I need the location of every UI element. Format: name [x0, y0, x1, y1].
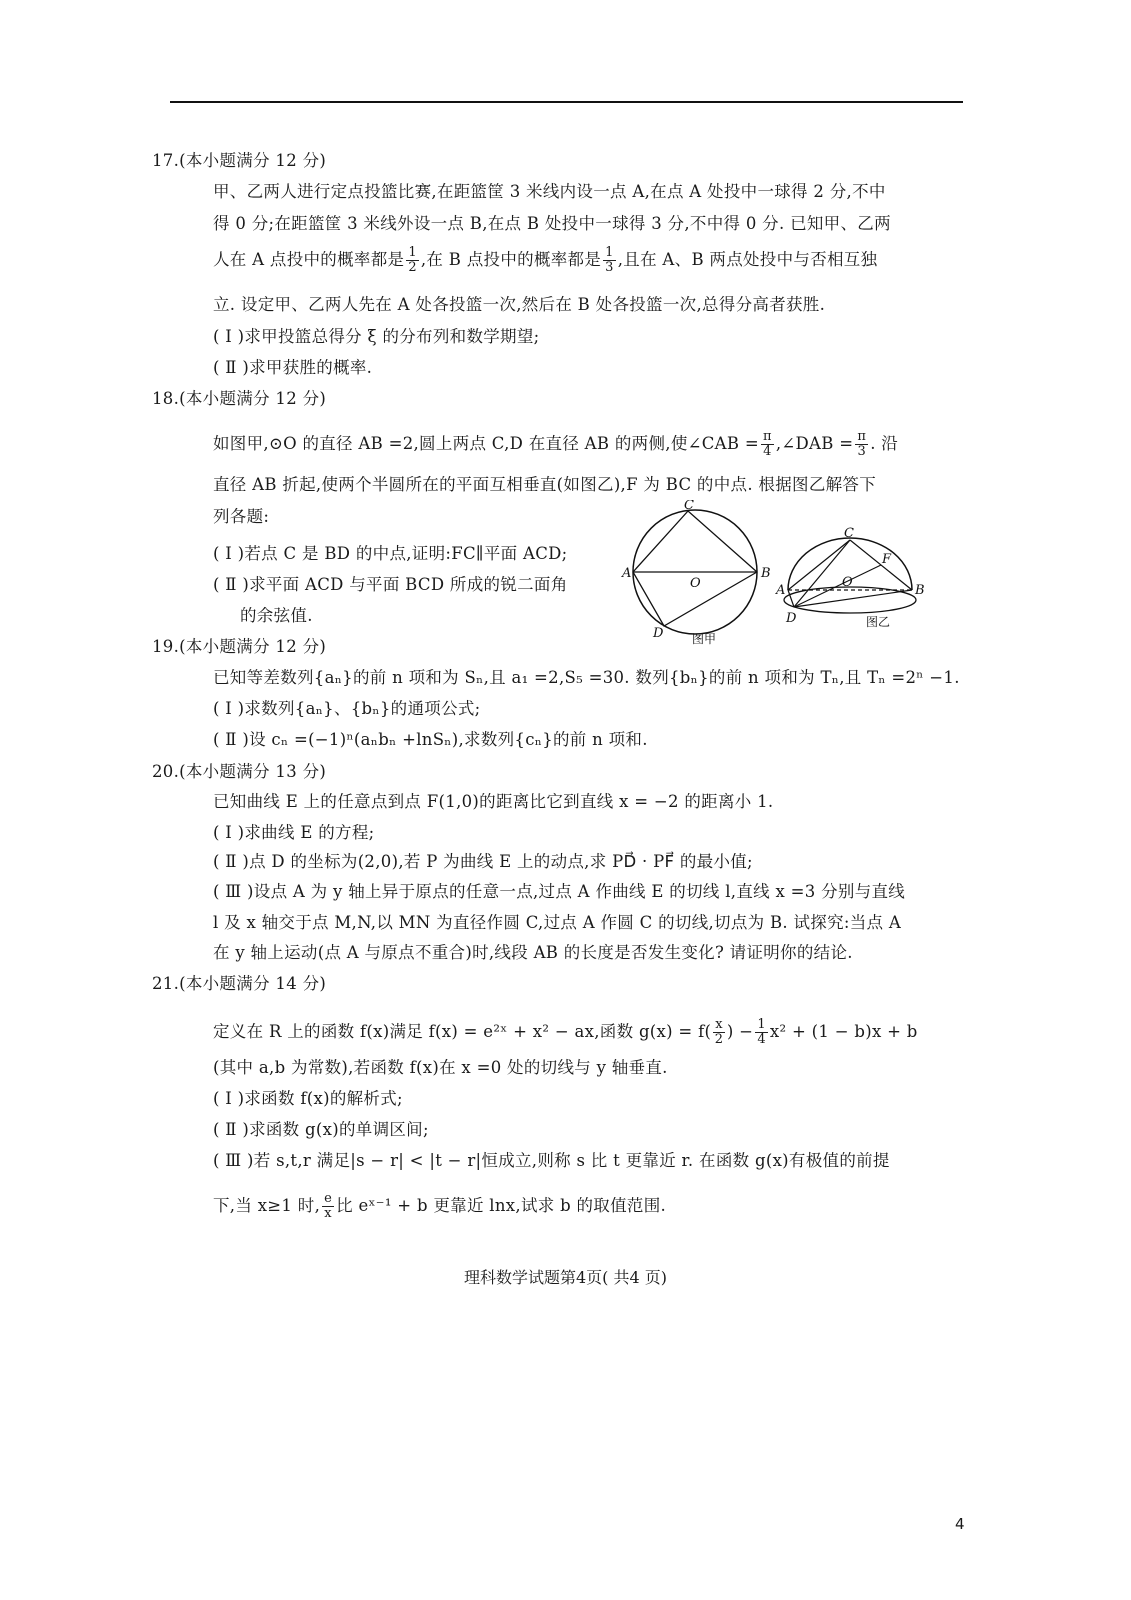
q21-line1: 定义在 R 上的函数 f(x)满足 f(x) = e²ˣ + x² − ax,函数 g(x) = f( $\frac{x}{2}$ ) − $\frac{1}{4}$ x² + (1 − b)x + b: [213, 1017, 918, 1047]
q21-heading: 21.(本小题满分 14 分): [152, 974, 327, 993]
q20-line1: 已知曲线 E 上的任意点到点 F(1,0)的距离比它到直线 x = −2 的距离小 1.: [213, 792, 774, 811]
q17-line4: 立. 设定甲、乙两人先在 A 处各投篮一次,然后在 B 处各投篮一次,总得分高者获胜.: [213, 295, 826, 314]
q17-line1: 甲、乙两人进行定点投篮比赛,在距篮筐 3 米线内设一点 A,在点 A 处投中一球得 2 分,不中: [213, 182, 886, 201]
label-c: C: [684, 500, 694, 513]
fraction-one-third: $\frac{1}{3}$: [605, 245, 614, 275]
fraction-x-two: $\frac{x}{2}$: [714, 1017, 724, 1047]
q19-heading: 19.(本小题满分 12 分): [152, 637, 327, 656]
figure-caption: 图乙: [866, 615, 891, 629]
q21-sub2: ( Ⅱ )求函数 g(x)的单调区间;: [213, 1120, 429, 1139]
q20-sub3-cont2: 在 y 轴上运动(点 A 与原点不重合)时,线段 AB 的长度是否发生变化? 请证明你的结论.: [213, 943, 853, 962]
fraction-pi-four: $\frac{\pi}{4}$: [762, 429, 772, 459]
top-rule: [170, 101, 963, 103]
fraction-one-fourth: $\frac{1}{4}$: [757, 1017, 766, 1047]
lower-semicircle: [784, 587, 916, 613]
figure-jia: [620, 500, 780, 650]
q19-sub1: ( Ⅰ )求数列{aₙ}、{bₙ}的通项公式;: [213, 699, 481, 718]
q20-heading: 20.(本小题满分 13 分): [152, 762, 327, 781]
q17-line2: 得 0 分;在距篮筐 3 米线外设一点 B,在点 B 处投中一球得 3 分,不中得 0 分. 已知甲、乙两: [213, 214, 891, 233]
label-d: D: [786, 611, 797, 626]
label-b: B: [915, 583, 925, 598]
q18-sub2-cont: 的余弦值.: [240, 606, 313, 625]
fraction-one-half: $\frac{1}{2}$: [408, 245, 417, 275]
q21-line2: (其中 a,b 为常数),若函数 f(x)在 x =0 处的切线与 y 轴垂直.: [213, 1058, 668, 1077]
q21-sub3-cont: 下,当 x≥1 时, $\frac{e}{x}$ 比 eˣ⁻¹ + b 更靠近 lnx,试求 b 的取值范围.: [213, 1191, 667, 1221]
label-a: A: [622, 566, 632, 581]
page-number: 4: [955, 1515, 965, 1533]
label-d: D: [653, 626, 664, 641]
q18-sub1: ( Ⅰ )若点 C 是 BD 的中点,证明:FC∥平面 ACD;: [213, 544, 568, 563]
page-footer: 理科数学试题第4页( 共4 页): [463, 1268, 668, 1287]
q18-line3: 列各题:: [213, 507, 270, 526]
q19-line1: 已知等差数列{aₙ}的前 n 项和为 Sₙ,且 a₁ =2,S₅ =30. 数列{bₙ}的前 n 项和为 Tₙ,且 Tₙ =2ⁿ −1.: [213, 668, 960, 687]
q20-sub2: ( Ⅱ )点 D 的坐标为(2,0),若 P 为曲线 E 上的动点,求 PD⃗ · PF⃗ 的最小值;: [213, 852, 753, 871]
edge-cd: [794, 540, 850, 607]
q18-heading: 18.(本小题满分 12 分): [152, 389, 327, 408]
figure-yi: [770, 520, 930, 635]
q17-sub1: ( Ⅰ )求甲投篮总得分 ξ 的分布列和数学期望;: [213, 327, 540, 346]
label-b: B: [761, 566, 771, 581]
label-o: O: [842, 575, 853, 590]
q20-sub3: ( Ⅲ )设点 A 为 y 轴上异于原点的任意一点,过点 A 作曲线 E 的切线 l,直线 x =3 分别与直线: [213, 882, 906, 901]
label-f: F: [882, 552, 892, 567]
q18-line2: 直径 AB 折起,使两个半圆所在的平面互相垂直(如图乙),F 为 BC 的中点. 根据图乙解答下: [213, 475, 877, 494]
q18-sub2: ( Ⅱ )求平面 ACD 与平面 BCD 所成的锐二面角: [213, 575, 568, 594]
label-c: C: [844, 526, 854, 541]
chords-ac-cb: [633, 511, 757, 572]
q17-heading: 17.(本小题满分 12 分): [152, 151, 327, 170]
edge-ac: [788, 540, 850, 590]
figure-caption: 图甲: [692, 632, 717, 646]
q21-sub1: ( Ⅰ )求函数 f(x)的解析式;: [213, 1089, 403, 1108]
q20-sub3-cont1: l 及 x 轴交于点 M,N,以 MN 为直径作圆 C,过点 A 作圆 C 的切线,切点为 B. 试探究:当点 A: [213, 913, 902, 932]
q18-line1: 如图甲,⊙O 的直径 AB =2,圆上两点 C,D 在直径 AB 的两侧,使∠CAB = $\frac{\pi}{4}$ ,∠DAB = $\frac{\pi}{3}$ . 沿: [213, 429, 899, 459]
fraction-e-x: $\frac{e}{x}$: [324, 1191, 333, 1221]
fraction-pi-three: $\frac{\pi}{3}$: [857, 429, 867, 459]
q17-sub2: ( Ⅱ )求甲获胜的概率.: [213, 358, 373, 377]
q20-sub1: ( Ⅰ )求曲线 E 的方程;: [213, 823, 375, 842]
label-o: O: [690, 576, 701, 591]
q17-line3: 人在 A 点投中的概率都是 $\frac{1}{2}$ ,在 B 点投中的概率都是 $\frac{1}{3}$ ,且在 A、B 两点处投中与否相互独: [213, 245, 878, 275]
q19-sub2: ( Ⅱ )设 cₙ =(−1)ⁿ(aₙbₙ +lnSₙ),求数列{cₙ}的前 n 项和.: [213, 730, 648, 749]
q21-sub3: ( Ⅲ )若 s,t,r 满足|s − r| < |t − r|恒成立,则称 s 比 t 更靠近 r. 在函数 g(x)有极值的前提: [213, 1151, 890, 1170]
label-a: A: [776, 583, 786, 598]
